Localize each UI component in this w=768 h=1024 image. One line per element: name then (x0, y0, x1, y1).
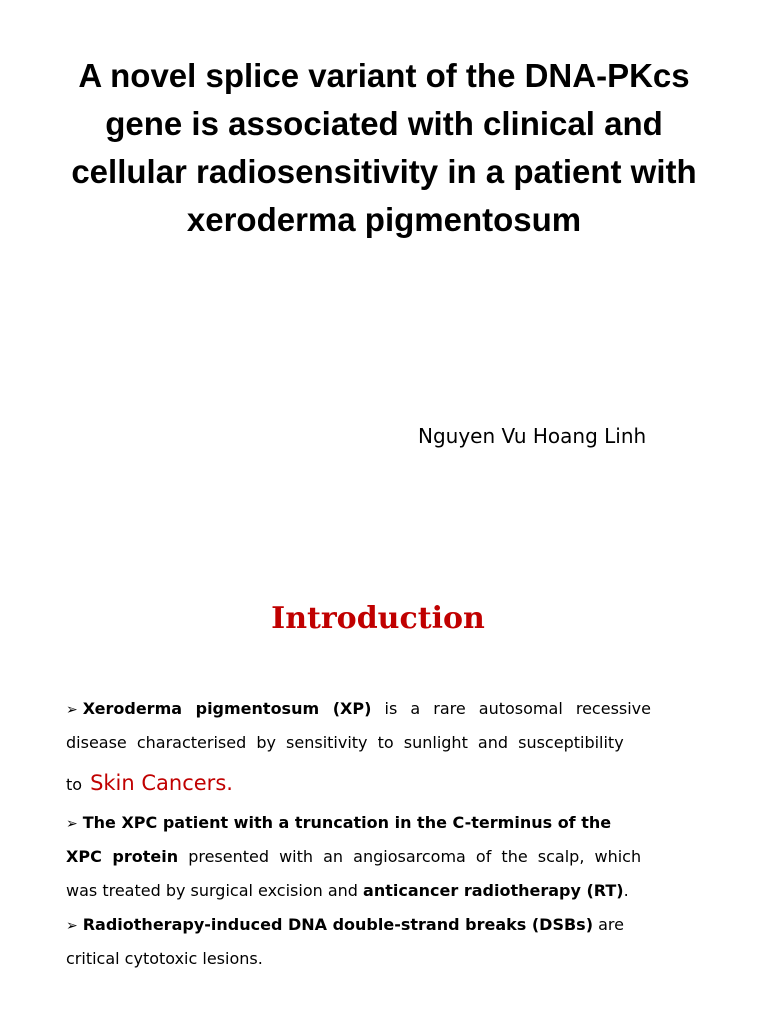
term-xeroderma-pigmentosum: Xeroderma pigmentosum (XP) (82, 699, 372, 718)
section-heading: Introduction (271, 601, 485, 636)
paragraph-3-line-1 (66, 908, 676, 942)
term-anticancer-radiotherapy: anticancer radiotherapy (RT) (363, 881, 624, 900)
term-dsbs: Radiotherapy-induced DNA double-strand breaks (DSBs) (82, 915, 593, 934)
paragraph-3-line-2 (66, 942, 676, 976)
paragraph-2-line-3 (66, 874, 676, 908)
paragraph-1-text-2: disease characterised by sensitivity to sunlight and susceptibility (66, 733, 624, 752)
paragraph-3-text-1: are (598, 915, 624, 934)
arrow-bullet-icon: ➢ (66, 816, 78, 832)
arrow-bullet-icon: ➢ (66, 702, 78, 718)
arrow-bullet-icon: ➢ (66, 918, 78, 934)
paragraph-1-text-3: to (66, 775, 83, 794)
slide-title (0, 52, 768, 244)
paragraph-1-line-2 (66, 726, 676, 760)
paragraph-3-text-2: critical cytotoxic lesions. (66, 949, 263, 968)
author-name: Nguyen Vu Hoang Linh (418, 424, 647, 448)
paragraph-1-line-3 (66, 760, 676, 806)
paragraph-1-line-1 (66, 692, 676, 726)
paragraph-2-line-1 (66, 806, 676, 840)
term-xpc-protein: XPC protein (66, 847, 179, 866)
paragraph-2-bold-1: The XPC patient with a truncation in the C-terminus of the (82, 813, 612, 832)
paragraph-2-line-2 (66, 840, 676, 874)
paragraph-2-text-2: was treated by surgical excision and (66, 881, 358, 900)
paragraph-2-text-1: presented with an angiosarcoma of the scalp, which (188, 847, 642, 866)
paragraph-2-text-3: . (623, 881, 629, 900)
title-line-3: cellular radiosensitivity in a patient with (71, 153, 697, 190)
title-line-1: A novel splice variant of the DNA-PKcs (78, 57, 690, 94)
title-line-4: xeroderma pigmentosum (186, 201, 582, 238)
highlight-skin-cancers: Skin Cancers. (90, 771, 233, 795)
paragraph-1-text-1: is a rare autosomal recessive (384, 699, 651, 718)
title-line-2: gene is associated with clinical and (105, 105, 663, 142)
introduction-body (66, 692, 676, 976)
